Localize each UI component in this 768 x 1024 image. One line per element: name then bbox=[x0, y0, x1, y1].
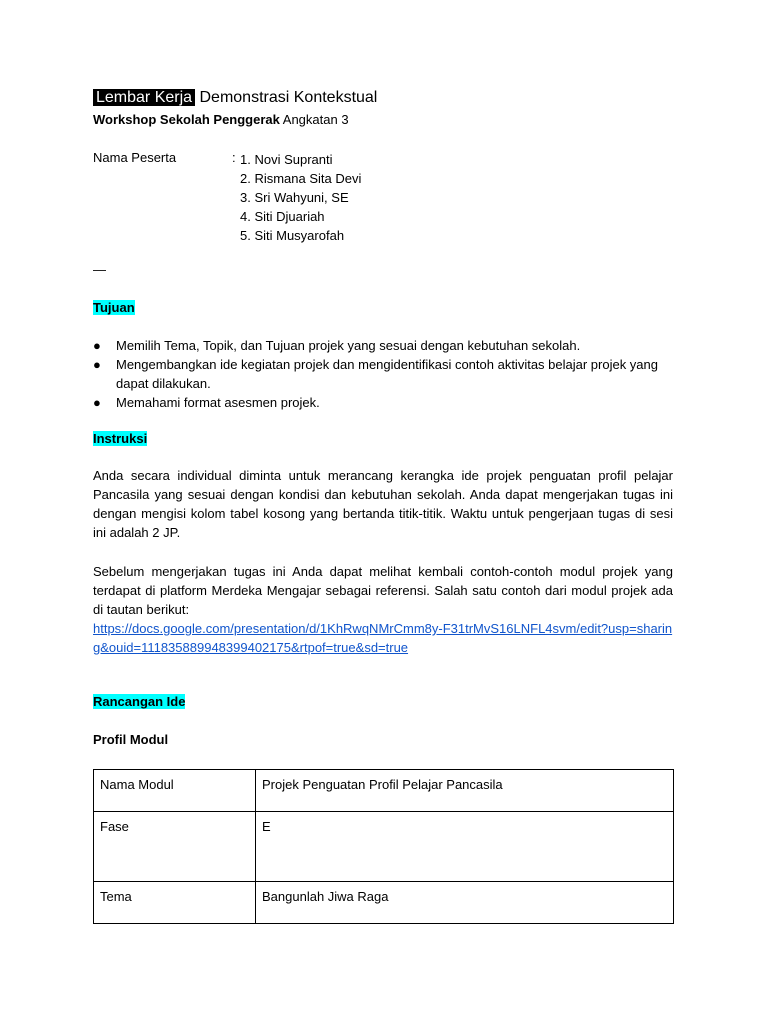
table-row bbox=[94, 770, 674, 812]
table-cell-value: E bbox=[256, 812, 674, 882]
rancangan-heading-text: Rancangan Ide bbox=[93, 694, 186, 709]
title-highlight: Lembar Kerja bbox=[93, 89, 195, 106]
profil-modul-table bbox=[93, 769, 674, 924]
separator-dash: — bbox=[93, 262, 106, 277]
tujuan-heading-text: Tujuan bbox=[93, 300, 135, 315]
list-item bbox=[93, 393, 673, 412]
subtitle-rest: Angkatan 3 bbox=[282, 112, 349, 127]
title-rest: Demonstrasi Kontekstual bbox=[199, 89, 378, 106]
list-item-text: Memahami format asesmen projek. bbox=[116, 395, 320, 410]
participant-item: 4. Siti Djuariah bbox=[240, 209, 325, 224]
table-cell-value: Bangunlah Jiwa Raga bbox=[256, 882, 674, 924]
module-example-link[interactable]: https://docs.google.com/presentation/d/1KhRwqNMrCmm8y-F31trMvS16LNFL4svm/edit?usp=sharing&ouid=111835889948399402175&rtpof=true&sd=true bbox=[93, 621, 673, 655]
table-cell-label: Nama Modul bbox=[94, 770, 256, 812]
instruksi-paragraph-1: Anda secara individual diminta untuk merancang kerangka ide projek penguatan profil pelajar Pancasila yang sesuai dengan kondisi dan kebutuhan sekolah. Anda dapat mengerjakan tugas ini dengan mengisi kolom tabel kosong yang bertanda titik-titik. Waktu untuk pengerjaan tugas di sesi ini adalah 2 JP. bbox=[93, 468, 673, 540]
profil-modul-heading: Profil Modul bbox=[93, 732, 169, 747]
table-row bbox=[94, 812, 674, 882]
table-cell-value: Projek Penguatan Profil Pelajar Pancasila bbox=[256, 770, 674, 812]
participants-list bbox=[240, 150, 361, 245]
participants-colon: : bbox=[232, 150, 236, 165]
participant-item: 1. Novi Supranti bbox=[240, 152, 333, 167]
workshop-subtitle bbox=[93, 112, 349, 128]
list-item bbox=[93, 355, 673, 393]
table-cell-label: Fase bbox=[94, 812, 256, 882]
instruksi-paragraph-2-text: Sebelum mengerjakan tugas ini Anda dapat melihat kembali contoh-contoh modul projek yang terdapat di platform Merdeka Mengajar sebagai referensi. Salah satu contoh dari modul projek ada di tautan berikut: bbox=[93, 564, 673, 617]
participant-item: 3. Sri Wahyuni, SE bbox=[240, 190, 349, 205]
rancangan-heading bbox=[93, 694, 185, 710]
participants-label: Nama Peserta bbox=[93, 150, 177, 165]
bullet-icon: ● bbox=[93, 395, 101, 410]
participant-item: 5. Siti Musyarofah bbox=[240, 228, 345, 243]
subtitle-bold: Workshop Sekolah Penggerak bbox=[93, 112, 280, 127]
list-item-text: Memilih Tema, Topik, dan Tujuan projek yang sesuai dengan kebutuhan sekolah. bbox=[116, 338, 581, 353]
instruksi-heading bbox=[93, 431, 147, 447]
tujuan-list bbox=[93, 336, 673, 412]
list-item bbox=[93, 336, 673, 355]
bullet-icon: ● bbox=[93, 357, 101, 372]
table-row bbox=[94, 882, 674, 924]
document-title bbox=[93, 87, 377, 109]
bullet-icon: ● bbox=[93, 338, 101, 353]
participant-item: 2. Rismana Sita Devi bbox=[240, 171, 362, 186]
tujuan-heading bbox=[93, 300, 135, 316]
list-item-text: Mengembangkan ide kegiatan projek dan mengidentifikasi contoh aktivitas belajar projek yang dapat dilakukan. bbox=[116, 357, 659, 391]
instruksi-paragraph-2 bbox=[93, 562, 673, 657]
table-cell-label: Tema bbox=[94, 882, 256, 924]
instruksi-heading-text: Instruksi bbox=[93, 431, 148, 446]
